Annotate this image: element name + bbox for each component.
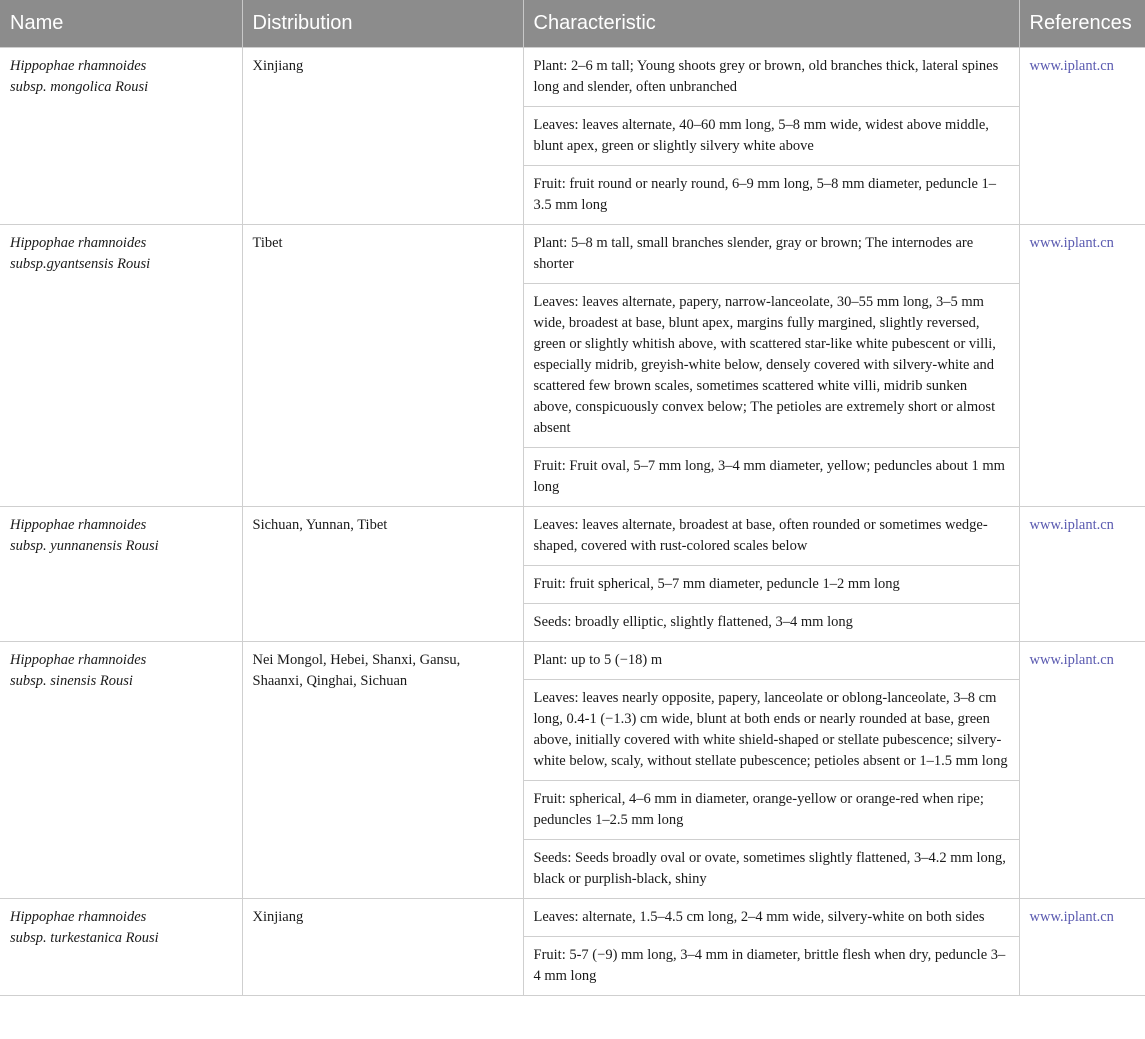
subspecies-name-text: subsp.gyantsensis Rousi: [10, 255, 151, 272]
species-name-text: Hippophae rhamnoides: [10, 651, 147, 668]
characteristic-cell: Leaves: leaves alternate, 40–60 mm long, 5–8 mm wide, widest above middle, blunt apex, green or slightly silvery white above: [523, 106, 1019, 165]
subspecies-name-text: subsp. sinensis Rousi: [10, 672, 133, 689]
characteristic-cell: Leaves: leaves nearly opposite, papery, lanceolate or oblong-lanceolate, 3–8 cm long, 0.4-1 (−1.3) cm wide, blunt at both ends or nearly rounded at base, green above, initially covered with white shield-shaped or stellate pubescence; silvery-white below, scaly, without stellate pubescence; petioles absent or 1–1.5 mm long: [523, 679, 1019, 780]
subspecies-name-cell: [0, 47, 242, 224]
subspecies-name-cell: [0, 506, 242, 641]
species-name-text: Hippophae rhamnoides: [10, 908, 147, 925]
subspecies-name-cell: [0, 898, 242, 995]
subspecies-name-cell: [0, 641, 242, 898]
distribution-cell: Nei Mongol, Hebei, Shanxi, Gansu, Shaanxi, Qinghai, Sichuan: [242, 641, 523, 898]
subspecies-name-cell: [0, 224, 242, 506]
table-body: [0, 47, 1145, 995]
reference-cell: [1019, 506, 1145, 641]
reference-link[interactable]: www.iplant.cn: [1029, 651, 1114, 668]
distribution-cell: Tibet: [242, 224, 523, 506]
table-row: [0, 506, 1145, 565]
characteristic-cell: Fruit: fruit spherical, 5–7 mm diameter, peduncle 1–2 mm long: [523, 565, 1019, 603]
table-row: [0, 641, 1145, 679]
reference-cell: [1019, 641, 1145, 898]
characteristic-cell: Seeds: Seeds broadly oval or ovate, sometimes slightly flattened, 3–4.2 mm long, black or purplish-black, shiny: [523, 839, 1019, 898]
table-row: [0, 47, 1145, 106]
characteristic-cell: Leaves: leaves alternate, broadest at base, often rounded or sometimes wedge-shaped, covered with rust-colored scales below: [523, 506, 1019, 565]
characteristic-cell: Leaves: leaves alternate, papery, narrow-lanceolate, 30–55 mm long, 3–5 mm wide, broadest at base, blunt apex, margins fully margined, slightly reversed, green or slightly whitish above, with scattered star-like white pubescent or villi, especially midrib, greyish-white below, densely covered with silvery-white and scattered few brown scales, sometimes scattered white villi, midrib sunken above, conspicuously convex below; The petioles are extremely short or almost absent: [523, 283, 1019, 447]
characteristic-cell: Fruit: fruit round or nearly round, 6–9 mm long, 5–8 mm diameter, peduncle 1–3.5 mm long: [523, 165, 1019, 224]
header-row: [0, 0, 1145, 47]
characteristic-cell: Fruit: Fruit oval, 5–7 mm long, 3–4 mm diameter, yellow; peduncles about 1 mm long: [523, 447, 1019, 506]
reference-link[interactable]: www.iplant.cn: [1029, 516, 1114, 533]
reference-cell: [1019, 898, 1145, 995]
table-row: [0, 898, 1145, 936]
subspecies-name-text: subsp. yunnanensis Rousi: [10, 537, 159, 554]
subspecies-name-text: subsp. turkestanica Rousi: [10, 929, 159, 946]
distribution-cell: Xinjiang: [242, 47, 523, 224]
subspecies-name-text: subsp. mongolica Rousi: [10, 78, 149, 95]
species-name-text: Hippophae rhamnoides: [10, 234, 147, 251]
characteristic-cell: Plant: 5–8 m tall, small branches slender, gray or brown; The internodes are shorter: [523, 224, 1019, 283]
table-row: [0, 224, 1145, 283]
species-name-text: Hippophae rhamnoides: [10, 57, 147, 74]
header-name: Name: [0, 0, 242, 47]
reference-link[interactable]: www.iplant.cn: [1029, 908, 1114, 925]
reference-link[interactable]: www.iplant.cn: [1029, 234, 1114, 251]
species-name-text: Hippophae rhamnoides: [10, 516, 147, 533]
distribution-cell: Sichuan, Yunnan, Tibet: [242, 506, 523, 641]
distribution-cell: Xinjiang: [242, 898, 523, 995]
reference-cell: [1019, 47, 1145, 224]
characteristic-cell: Leaves: alternate, 1.5–4.5 cm long, 2–4 mm wide, silvery-white on both sides: [523, 898, 1019, 936]
characteristic-cell: Fruit: spherical, 4–6 mm in diameter, orange-yellow or orange-red when ripe; peduncles 1–2.5 mm long: [523, 780, 1019, 839]
reference-link[interactable]: www.iplant.cn: [1029, 57, 1114, 74]
reference-cell: [1019, 224, 1145, 506]
header-references: References: [1019, 0, 1145, 47]
header-characteristic: Characteristic: [523, 0, 1019, 47]
characteristic-cell: Plant: up to 5 (−18) m: [523, 641, 1019, 679]
header-distribution: Distribution: [242, 0, 523, 47]
characteristic-cell: Fruit: 5-7 (−9) mm long, 3–4 mm in diameter, brittle flesh when dry, peduncle 3–4 mm long: [523, 936, 1019, 995]
characteristic-cell: Seeds: broadly elliptic, slightly flattened, 3–4 mm long: [523, 603, 1019, 641]
characteristic-cell: Plant: 2–6 m tall; Young shoots grey or brown, old branches thick, lateral spines long and slender, often unbranched: [523, 47, 1019, 106]
